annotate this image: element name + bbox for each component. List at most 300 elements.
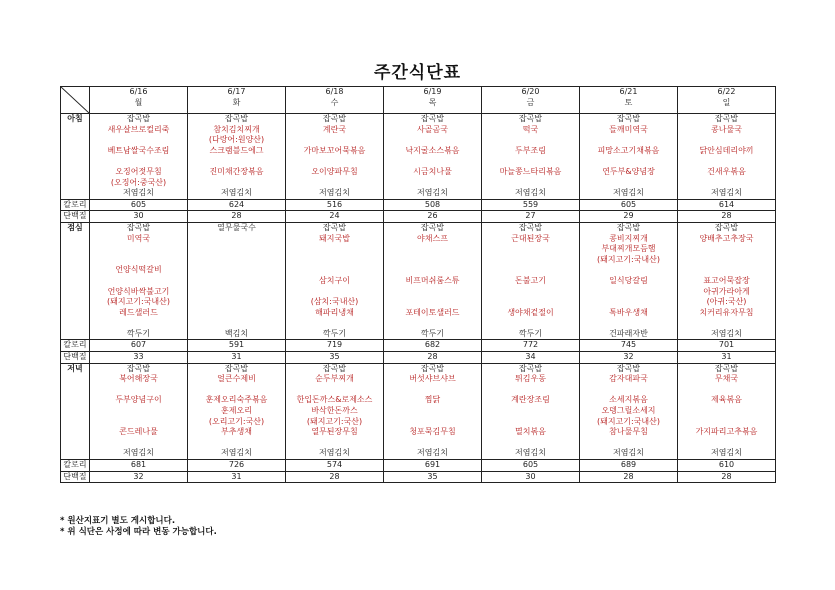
menu-item: (삼치:국내산): [310, 297, 359, 307]
footnotes: [60, 516, 217, 538]
menu-item: [384, 255, 481, 266]
menu-item: [384, 135, 481, 146]
day-date: 6/19: [423, 87, 442, 96]
menu-item: 저염김치: [123, 188, 154, 198]
calorie-value: 745: [580, 340, 678, 352]
protein-value: 28: [678, 211, 776, 223]
menu-item: 포테이토샐러드: [405, 307, 460, 317]
protein-value: 32: [580, 352, 678, 364]
menu-item: 저염김치: [711, 188, 742, 198]
menu-item: [90, 135, 187, 146]
menu-item: [580, 287, 677, 298]
menu-item: 비프머쉬룸스튜: [405, 275, 460, 285]
menu-cell: [580, 222, 678, 340]
day-header: [482, 87, 580, 114]
menu-item: [90, 156, 187, 167]
menu-item: 오이양파무침: [311, 166, 358, 176]
menu-item: [188, 308, 285, 319]
menu-item: [580, 438, 677, 449]
menu-item: 잡곡밥: [420, 363, 445, 373]
menu-item: 튀김우동: [515, 374, 546, 384]
menu-item: 잡곡밥: [420, 114, 445, 123]
menu-cell: [286, 222, 384, 340]
day-header: [580, 87, 678, 114]
menu-item: [678, 318, 775, 329]
menu-item: [286, 265, 383, 276]
menu-item: 멸치볶음: [515, 427, 546, 437]
menu-item: 잡곡밥: [518, 114, 543, 123]
menu-item: 표고어묵잡장: [703, 275, 750, 285]
menu-item: [482, 417, 579, 428]
day-date: 6/22: [717, 87, 736, 96]
calorie-row: [61, 460, 776, 472]
menu-item: [188, 287, 285, 298]
menu-item: [580, 178, 677, 189]
menu-item: 근대된장국: [511, 233, 550, 243]
menu-item: (다랑어:원양산): [208, 135, 265, 145]
menu-item: 잡곡밥: [126, 114, 151, 123]
meal-label: 점심: [61, 222, 90, 340]
protein-value: 28: [188, 211, 286, 223]
protein-row: [61, 471, 776, 483]
menu-cell: [286, 363, 384, 459]
menu-item: 두부조림: [515, 145, 546, 155]
protein-value: 31: [188, 352, 286, 364]
calorie-value: 701: [678, 340, 776, 352]
menu-item: [188, 385, 285, 396]
menu-item: 잡곡밥: [616, 363, 641, 373]
menu-item: [678, 135, 775, 146]
protein-value: 31: [678, 352, 776, 364]
menu-item: 잡곡밥: [224, 114, 249, 123]
page-title: 주간식단표: [373, 63, 462, 83]
menu-item: 콩비지찌개: [609, 233, 648, 243]
menu-item: 저염김치: [221, 188, 252, 198]
menu-item: [188, 178, 285, 189]
menu-item: 마늘쫑느타리볶음: [499, 166, 562, 176]
menu-item: 백김치: [224, 328, 249, 338]
calorie-value: 605: [482, 460, 580, 472]
menu-item: (돼지고기:국내산): [106, 297, 171, 307]
menu-item: (오리고기:국산): [208, 416, 265, 426]
menu-item: 계란국: [322, 124, 347, 134]
menu-item: 깍두기: [126, 328, 151, 338]
menu-item: 잡곡밥: [714, 114, 739, 123]
menu-item: [286, 156, 383, 167]
menu-item: [90, 318, 187, 329]
menu-item: 잡곡밥: [126, 222, 151, 232]
menu-item: [482, 297, 579, 308]
menu-item: [90, 244, 187, 255]
menu-item: 시금치나물: [413, 166, 452, 176]
meal-label: 저녁: [61, 363, 90, 459]
menu-item: [580, 135, 677, 146]
meal-row: [61, 363, 776, 459]
protein-value: 28: [286, 471, 384, 483]
menu-cell: [678, 363, 776, 459]
menu-item: 저염김치: [515, 448, 546, 458]
menu-item: 피망소고기채볶음: [597, 145, 660, 155]
protein-value: 28: [384, 352, 482, 364]
day-weekday: 화: [232, 97, 241, 107]
menu-item: 얼큰수제비: [217, 374, 256, 384]
calorie-value: 772: [482, 340, 580, 352]
menu-item: 참치김치찌개: [213, 124, 260, 134]
menu-item: 훈제오리: [221, 406, 252, 416]
calorie-row: [61, 199, 776, 211]
menu-item: 아귀가라아게: [703, 286, 750, 296]
day-header: [90, 87, 188, 114]
day-header: [286, 87, 384, 114]
menu-item: 잡곡밥: [616, 222, 641, 232]
day-date: 6/18: [325, 87, 344, 96]
menu-item: [482, 265, 579, 276]
menu-item: 들깨미역국: [609, 124, 648, 134]
menu-item: [286, 135, 383, 146]
menu-item: 돼지국밥: [319, 233, 350, 243]
corner-cell: [61, 87, 90, 114]
menu-cell: [188, 114, 286, 200]
menu-item: (아귀:국산): [706, 297, 747, 307]
menu-cell: [384, 114, 482, 200]
menu-item: [678, 255, 775, 266]
menu-item: [188, 244, 285, 255]
day-date: 6/20: [521, 87, 540, 96]
menu-item: 낙지굴소스볶음: [405, 145, 460, 155]
menu-item: 찜닭: [424, 395, 441, 405]
day-weekday: 수: [330, 97, 339, 107]
menu-item: 저염김치: [319, 448, 350, 458]
menu-item: [678, 244, 775, 255]
menu-cell: [90, 114, 188, 200]
menu-item: 감자대파국: [609, 374, 648, 384]
menu-item: 한입돈까스&로제소스: [296, 395, 373, 405]
menu-item: 건새우볶음: [707, 166, 746, 176]
menu-item: [384, 318, 481, 329]
menu-item: 잡곡밥: [322, 114, 347, 123]
menu-item: [384, 265, 481, 276]
menu-item: 부추생채: [221, 427, 252, 437]
calorie-value: 559: [482, 199, 580, 211]
menu-item: [482, 156, 579, 167]
menu-item: 저염김치: [123, 448, 154, 458]
menu-item: [90, 385, 187, 396]
menu-cell: [384, 363, 482, 459]
menu-item: 훈제오리숙주볶음: [205, 395, 268, 405]
day-weekday: 일: [722, 97, 731, 107]
menu-item: 저염김치: [613, 448, 644, 458]
menu-item: 무채국: [714, 374, 739, 384]
protein-value: 24: [286, 211, 384, 223]
menu-item: 해파리냉채: [315, 307, 354, 317]
menu-item: [286, 255, 383, 266]
menu-item: 잡곡밥: [714, 363, 739, 373]
menu-item: 잡곡밥: [224, 363, 249, 373]
menu-item: [188, 297, 285, 308]
menu-item: 베트남쌀국수조림: [107, 145, 170, 155]
menu-item: 청포묵김무침: [409, 427, 456, 437]
menu-item: [384, 438, 481, 449]
menu-item: 저염김치: [515, 188, 546, 198]
menu-item: 저염김치: [613, 188, 644, 198]
menu-item: [678, 178, 775, 189]
menu-item: 치커리유자무침: [699, 307, 754, 317]
day-header: [678, 87, 776, 114]
menu-item: [90, 406, 187, 417]
menu-cell: [482, 363, 580, 459]
protein-value: 26: [384, 211, 482, 223]
menu-item: 열무물국수: [217, 222, 256, 232]
menu-item: [188, 265, 285, 276]
footnote: * 위 식단은 사정에 따라 변동 가능합니다.: [60, 527, 217, 537]
menu-item: 저염김치: [417, 188, 448, 198]
menu-item: [90, 255, 187, 266]
menu-item: 스크램블드에그: [209, 145, 264, 155]
day-weekday: 월: [134, 97, 143, 107]
meal-row: [61, 222, 776, 340]
menu-cell: [90, 363, 188, 459]
menu-item: [482, 178, 579, 189]
protein-label: 단백질: [61, 471, 90, 483]
menu-item: 콘드레나물: [119, 427, 158, 437]
protein-label: 단백질: [61, 211, 90, 223]
menu-item: 깍두기: [420, 328, 445, 338]
menu-item: 오징어젓무침: [115, 166, 162, 176]
protein-label: 단백질: [61, 352, 90, 364]
menu-item: 콩나물국: [711, 124, 742, 134]
menu-cell: [286, 114, 384, 200]
calorie-value: 605: [580, 199, 678, 211]
protein-value: 35: [384, 471, 482, 483]
menu-item: (돼지고기:국산): [306, 416, 363, 426]
menu-item: [286, 318, 383, 329]
menu-item: [286, 178, 383, 189]
menu-item: [678, 438, 775, 449]
menu-cell: [580, 114, 678, 200]
menu-item: [188, 156, 285, 167]
calorie-value: 516: [286, 199, 384, 211]
protein-value: 32: [90, 471, 188, 483]
menu-item: 레드샐러드: [119, 307, 158, 317]
menu-item: 미역국: [126, 233, 151, 243]
menu-item: [482, 135, 579, 146]
menu-cell: [384, 222, 482, 340]
protein-value: 28: [580, 471, 678, 483]
menu-item: [678, 417, 775, 428]
menu-item: [384, 156, 481, 167]
menu-item: 저염김치: [711, 448, 742, 458]
protein-value: 35: [286, 352, 384, 364]
menu-item: (오징어:중국산): [110, 177, 167, 187]
menu-item: 잡곡밥: [322, 222, 347, 232]
menu-cell: [678, 114, 776, 200]
menu-item: 잡곡밥: [518, 222, 543, 232]
menu-item: 바삭한돈까스: [311, 406, 358, 416]
menu-item: [384, 417, 481, 428]
menu-item: 언양식바싹불고기: [107, 286, 170, 296]
menu-cell: [678, 222, 776, 340]
menu-item: [384, 178, 481, 189]
protein-value: 34: [482, 352, 580, 364]
menu-item: 양배추고추장국: [699, 233, 754, 243]
calorie-value: 591: [188, 340, 286, 352]
day-weekday: 금: [526, 97, 535, 107]
menu-item: [384, 244, 481, 255]
day-date: 6/21: [619, 87, 638, 96]
menu-item: 깍두기: [518, 328, 543, 338]
calorie-value: 508: [384, 199, 482, 211]
menu-cell: [188, 363, 286, 459]
calorie-value: 624: [188, 199, 286, 211]
calorie-value: 574: [286, 460, 384, 472]
menu-item: [188, 276, 285, 287]
calorie-value: 689: [580, 460, 678, 472]
weekly-menu-table: [60, 86, 776, 483]
menu-item: 일식당갈림: [609, 275, 648, 285]
menu-item: [286, 287, 383, 298]
menu-item: 열무된장무침: [311, 427, 358, 437]
menu-item: 저염김치: [319, 188, 350, 198]
menu-item: 소세지볶음: [609, 395, 648, 405]
menu-item: 저염김치: [221, 448, 252, 458]
protein-value: 31: [188, 471, 286, 483]
protein-value: 27: [482, 211, 580, 223]
menu-item: [482, 244, 579, 255]
protein-value: 30: [90, 211, 188, 223]
menu-item: 두부양념구이: [115, 395, 162, 405]
menu-item: 제육볶음: [711, 395, 742, 405]
menu-item: 야채스프: [417, 233, 448, 243]
menu-item: (돼지고기:국내산): [596, 254, 661, 264]
protein-row: [61, 352, 776, 364]
calorie-value: 605: [90, 199, 188, 211]
menu-item: [188, 438, 285, 449]
menu-item: 잡곡밥: [420, 222, 445, 232]
menu-item: (돼지고기:국내산): [596, 416, 661, 426]
calorie-value: 610: [678, 460, 776, 472]
menu-item: 생야채겉절이: [507, 307, 554, 317]
menu-item: [580, 265, 677, 276]
day-date: 6/16: [129, 87, 148, 96]
menu-item: [90, 417, 187, 428]
day-weekday: 목: [428, 97, 437, 107]
menu-item: 삼치구이: [319, 275, 350, 285]
calorie-value: 719: [286, 340, 384, 352]
menu-item: [678, 156, 775, 167]
calorie-label: 칼로리: [61, 199, 90, 211]
menu-item: [188, 234, 285, 245]
menu-item: [482, 318, 579, 329]
menu-item: 떡국: [522, 124, 539, 134]
day-header: [188, 87, 286, 114]
menu-item: 잡곡밥: [322, 363, 347, 373]
menu-item: 잡곡밥: [126, 363, 151, 373]
menu-item: 잡곡밥: [518, 363, 543, 373]
menu-item: 톡바우생채: [609, 307, 648, 317]
menu-item: [384, 406, 481, 417]
menu-item: 계란장조림: [511, 395, 550, 405]
menu-item: 새우살브로컬리죽: [107, 124, 170, 134]
day-date: 6/17: [227, 87, 246, 96]
menu-item: [286, 438, 383, 449]
protein-value: 29: [580, 211, 678, 223]
menu-item: [678, 406, 775, 417]
menu-item: [188, 255, 285, 266]
menu-item: 가마보꼬어묵볶음: [303, 145, 366, 155]
menu-cell: [482, 114, 580, 200]
menu-item: 잡곡밥: [616, 114, 641, 123]
menu-item: 저염김치: [711, 328, 742, 338]
menu-item: 돈불고기: [515, 275, 546, 285]
protein-value: 28: [678, 471, 776, 483]
menu-item: 가지파리고추볶음: [695, 427, 758, 437]
menu-item: 잡곡밥: [714, 222, 739, 232]
calorie-value: 681: [90, 460, 188, 472]
menu-item: [482, 287, 579, 298]
menu-cell: [482, 222, 580, 340]
menu-item: [384, 287, 481, 298]
menu-item: [678, 265, 775, 276]
menu-cell: [580, 363, 678, 459]
footnote: * 원산지표기 별도 게시합니다.: [60, 516, 176, 526]
menu-item: 순두부찌개: [315, 374, 354, 384]
day-weekday: 토: [624, 97, 633, 107]
menu-item: [482, 385, 579, 396]
menu-item: 부대찌개모듬햄: [601, 244, 656, 254]
menu-cell: [188, 222, 286, 340]
header-row: [61, 87, 776, 114]
menu-item: [580, 297, 677, 308]
calorie-value: 607: [90, 340, 188, 352]
menu-item: [188, 318, 285, 329]
menu-item: 버섯샤브샤브: [409, 374, 456, 384]
menu-item: [286, 244, 383, 255]
calorie-value: 691: [384, 460, 482, 472]
calorie-label: 칼로리: [61, 460, 90, 472]
calorie-value: 614: [678, 199, 776, 211]
menu-item: 사골곰국: [417, 124, 448, 134]
menu-item: [286, 385, 383, 396]
menu-item: 오뎅그릴소세지: [601, 406, 656, 416]
day-header: [384, 87, 482, 114]
menu-item: [580, 156, 677, 167]
menu-cell: [90, 222, 188, 340]
menu-item: 닭안심데리야끼: [699, 145, 754, 155]
calorie-value: 682: [384, 340, 482, 352]
menu-item: 참나물무침: [609, 427, 648, 437]
menu-item: 깍두기: [322, 328, 347, 338]
diagonal-line: [61, 87, 89, 113]
menu-item: [580, 318, 677, 329]
menu-item: [482, 438, 579, 449]
menu-item: [482, 406, 579, 417]
protein-row: [61, 211, 776, 223]
menu-item: [678, 385, 775, 396]
protein-value: 30: [482, 471, 580, 483]
menu-item: 건파래자반: [609, 328, 648, 338]
protein-value: 33: [90, 352, 188, 364]
menu-item: 진미채간장볶음: [209, 166, 264, 176]
menu-item: 북어해장국: [119, 374, 158, 384]
menu-item: [482, 255, 579, 266]
menu-item: 저염김치: [417, 448, 448, 458]
meal-row: [61, 114, 776, 200]
menu-item: [384, 385, 481, 396]
menu-item: 연두부&양념장: [602, 166, 655, 176]
menu-item: 언양식떡갈비: [115, 265, 162, 275]
menu-item: [90, 438, 187, 449]
menu-item: [580, 385, 677, 396]
